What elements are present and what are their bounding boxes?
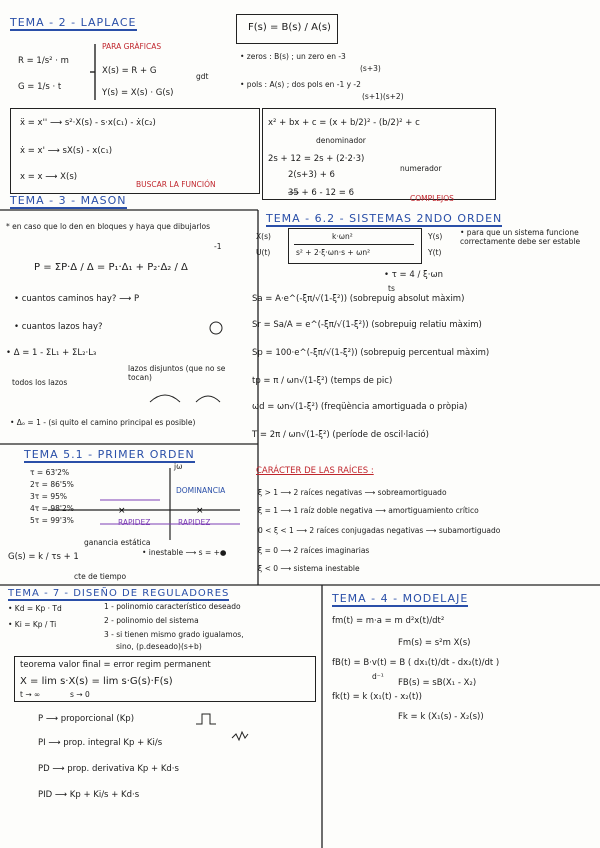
reg-item-3: 3 - si tienen mismo grado igualamos, (104, 630, 244, 639)
tau-2: 2τ = 86'5% (30, 480, 74, 489)
gs-equation: G(s) = k / τs + 1 (8, 552, 79, 562)
cte-tiempo-label: cte de tiempo (74, 572, 127, 581)
pd-regulator: PD ⟶ prop. derivativa Kp + Kd·s (38, 764, 179, 774)
period-equation: T = 2π / ωn√(1-ξ²) (període de oscil·lació) (252, 430, 429, 440)
block-out2: Y(t) (428, 248, 442, 257)
root-line-1: ξ > 1 ⟶ 2 raíces negativas ⟶ sobreamortiguado (258, 488, 447, 497)
block-num: k·ωn² (332, 232, 353, 241)
tau-4: 4τ = 98'2% (30, 504, 74, 513)
ts-label: ts (388, 284, 395, 293)
ganancia-label: ganancia estática (84, 538, 151, 547)
numerador-label: numerador (400, 164, 442, 173)
delta-equation: • Δ = 1 - ΣL₁ + ΣL₂·L₃ (6, 348, 97, 358)
root-line-4: ξ = 0 ⟶ 2 raíces imaginarias (258, 546, 370, 555)
eq3: 2(s+3) + 6 (288, 170, 335, 180)
deriv-line-2: ẋ = x' ⟶ sX(s) - x(c₁) (20, 146, 113, 156)
lazos-line: • cuantos lazos hay? (14, 322, 103, 332)
caminos-line: • cuantos caminos hay? ⟶ P (14, 294, 140, 304)
stability-note: • para que un sistema funcione correctamente debe ser estable (460, 228, 581, 246)
sa-equation: Sa = A·e^(-ξπ/√(1-ξ²)) (sobrepuig absolut màxim) (252, 294, 465, 304)
inestable-label: • inestable ⟶ s = +● (142, 548, 227, 557)
complete-square-eq: x² + bx + c = (x + b/2)² - (b/2)² + c (268, 118, 420, 128)
modelaje-title: TEMA - 4 - MODELAJE (332, 592, 469, 605)
x-equation: X(s) = R + G (102, 66, 157, 76)
zeros-line: • zeros : B(s) ; un zero en -3 (240, 52, 346, 61)
pols-sub: (s+1)(s+2) (362, 92, 404, 101)
root-line-5: ξ < 0 ⟶ sistema inestable (258, 564, 360, 573)
root-line-2: ξ = 1 ⟶ 1 raíz doble negativa ⟶ amortiguamiento crítico (258, 506, 479, 515)
minus-one: -1 (214, 242, 222, 251)
d-inverse-label: d⁻¹ (372, 672, 384, 681)
second-order-title: TEMA - 6.2 - SISTEMAS 2NDO ORDEN (266, 212, 503, 225)
sr-equation: Sr = Sa/A = e^(-ξπ/√(1-ξ²)) (sobrepuig relatiu màxim) (252, 320, 482, 330)
buscar-label: BUSCAR LA FUNCIÓN (136, 180, 216, 189)
svg-text:×: × (118, 506, 126, 516)
s-zero: s → 0 (70, 690, 90, 699)
sp-equation: Sp = 100·e^(-ξπ/√(1-ξ²)) (sobrepuig percentual màxim) (252, 348, 490, 358)
pi-regulator: PI ⟶ prop. integral Kp + Ki/s (38, 738, 163, 748)
model-line-3: fB(t) = B·v(t) = B ( dx₁(t)/dt - dx₂(t)/dt ) (332, 658, 500, 668)
model-line-1: fm(t) = m·a = m d²x(t)/dt² (332, 616, 445, 626)
deriv-line-1: ẍ = x'' ⟶ s²·X(s) - s·x(c₁) - ẋ(c₂) (20, 118, 156, 128)
block-in2: U(t) (256, 248, 271, 257)
rapidez-right: RAPIDEZ (178, 518, 211, 527)
svg-text:×: × (196, 506, 204, 516)
regulators-title: TEMA - 7 - DISEÑO DE REGULADORES (8, 588, 230, 599)
lazos-disjuntos: lazos disjuntos (que no se tocan) (128, 364, 226, 382)
jw-label: jω (174, 462, 183, 471)
rapidez-left: RAPIDEZ (118, 518, 151, 527)
wd-equation: ωd = ωn√(1-ξ²) (freqüència amortiguada o pròpia) (252, 402, 468, 412)
kd-equation: • Kd = Kp · Td (8, 604, 62, 613)
zeros-sub: (s+3) (360, 64, 381, 73)
denominador-label: denominador (316, 136, 366, 145)
reg-item-4: sino, (p.deseado)(s+b) (116, 642, 202, 651)
model-line-6: Fk = k (X₁(s) - X₂(s)) (398, 712, 484, 722)
tp-equation: tp = π / ωn√(1-ξ²) (temps de pic) (252, 376, 393, 386)
model-line-2: Fm(s) = s²m X(s) (398, 638, 471, 648)
teorema-label: teorema valor final = error regim permanent (20, 660, 211, 670)
teorema-equation: X = lim s·X(s) = lim s·G(s)·F(s) (20, 676, 173, 687)
tau-equation: • τ = 4 / ξ·ωn (384, 270, 443, 280)
tau-3: 3τ = 95% (30, 492, 68, 501)
y-equation: Y(s) = X(s) · G(s) (102, 88, 174, 98)
mason-intro: * en caso que lo den en bloques y haya que dibujarlos (6, 222, 210, 231)
first-order-title: TEMA 5.1 - PRIMER ORDEN (24, 448, 195, 461)
eq4: 3̶5̶ + 6 - 12 = 6 (288, 188, 354, 198)
block-den: s² + 2·ξ·ωn·s + ωn² (296, 248, 371, 257)
dominancia-label: DOMINANCIA (176, 486, 226, 495)
p-regulator: P ⟶ proporcional (Kp) (38, 714, 135, 724)
laplace-title: TEMA - 2 - LAPLACE (10, 16, 137, 29)
mason-title: TEMA - 3 - MASON (10, 194, 127, 207)
block-in: X(s) (256, 232, 271, 241)
model-line-4: FB(s) = sB(X₁ - X₂) (398, 678, 477, 688)
pols-line: • pols : A(s) ; dos pols en -1 y -2 (240, 80, 361, 89)
p-equation: P = ΣP·Δ / Δ = P₁·Δ₁ + P₂·Δ₂ / Δ (34, 262, 188, 273)
t-infinity: t → ∞ (20, 690, 41, 699)
block-fraction-line (294, 244, 414, 245)
delta-sub: • Δₒ = 1 - (si quito el camino principal es posible) (10, 418, 196, 427)
complejos-label: COMPLEJOS (410, 194, 454, 203)
graficas-label: PARA GRÀFICAS (102, 42, 162, 51)
reg-item-2: 2 - polinomio del sistema (104, 616, 199, 625)
roots-title: CARÁCTER DE LAS RAÍCES : (256, 466, 374, 476)
ki-equation: • Ki = Kp / Ti (8, 620, 57, 629)
todos-lazos: todos los lazos (12, 378, 68, 387)
deriv-line-3: x = x ⟶ X(s) (20, 172, 78, 182)
g-equation: G = 1/s · t (18, 82, 62, 92)
pid-regulator: PID ⟶ Kp + Ki/s + Kd·s (38, 790, 140, 800)
r-equation: R = 1/s² · m (18, 56, 69, 66)
reg-item-1: 1 - polinomio característico deseado (104, 602, 241, 611)
eq2: 2s + 12 = 2s + (2·2·3) (268, 154, 365, 164)
tau-5: 5τ = 99'3% (30, 516, 74, 525)
model-line-5: fk(t) = k (x₁(t) - x₂(t)) (332, 692, 422, 702)
fs-equation: F(s) = B(s) / A(s) (248, 22, 331, 33)
gdt-label: gdt (196, 72, 209, 81)
tau-1: τ = 63'2% (30, 468, 70, 477)
block-out: Y(s) (428, 232, 443, 241)
transfer-block (288, 228, 422, 264)
root-line-3: 0 < ξ < 1 ⟶ 2 raíces conjugadas negativas ⟶ subamortiguado (258, 526, 501, 535)
